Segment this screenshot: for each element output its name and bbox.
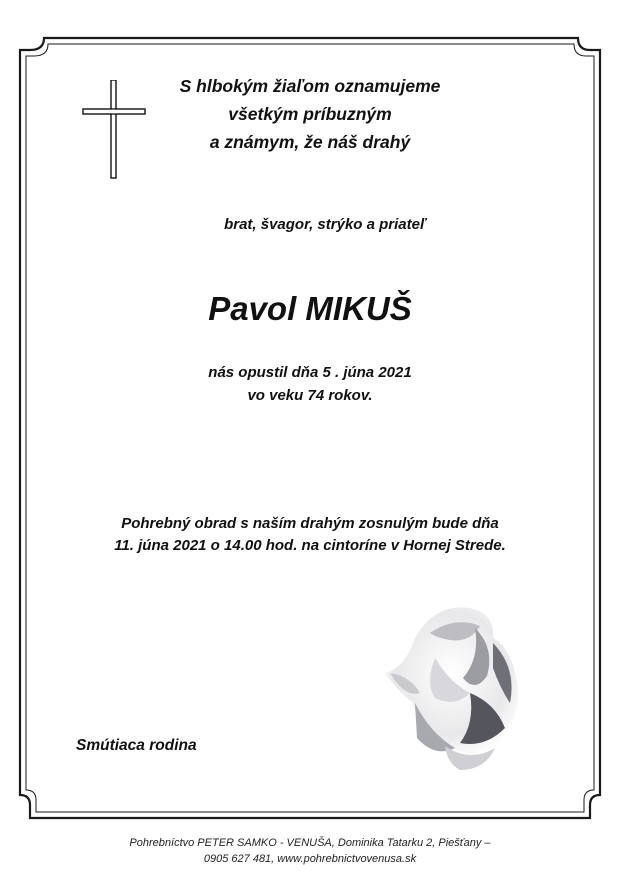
footer-line-1: Pohrebníctvo PETER SAMKO - VENUŠA, Dominika Tatarku 2, Piešťany – <box>129 837 491 849</box>
intro-line-3: a známym, že náš drahý <box>209 132 411 152</box>
intro-line-1: S hlbokým žiaľom oznamujeme <box>179 76 441 96</box>
death-info <box>170 361 450 407</box>
relation-text: brat, švagor, strýko a priateľ <box>224 216 426 233</box>
intro-text <box>150 72 470 156</box>
death-date-line: nás opustil dňa 5 . júna 2021 <box>208 364 412 381</box>
age-line: vo veku 74 rokov. <box>247 387 373 404</box>
funeral-line-2: 11. júna 2021 o 14.00 hod. na cintoríne v Hornej Strede. <box>114 537 506 554</box>
footer <box>60 835 560 867</box>
funeral-line-1: Pohrebný obrad s naším drahým zosnulým bude dňa <box>121 515 499 532</box>
rose-image <box>375 598 545 778</box>
deceased-name: Pavol MIKUŠ <box>208 290 412 327</box>
cross-icon <box>82 80 146 180</box>
intro-line-2: všetkým príbuzným <box>228 104 392 124</box>
funeral-info <box>60 513 560 557</box>
signature-text: Smútiaca rodina <box>76 737 197 754</box>
footer-line-2: 0905 627 481, www.pohrebnictvovenusa.sk <box>203 853 417 865</box>
